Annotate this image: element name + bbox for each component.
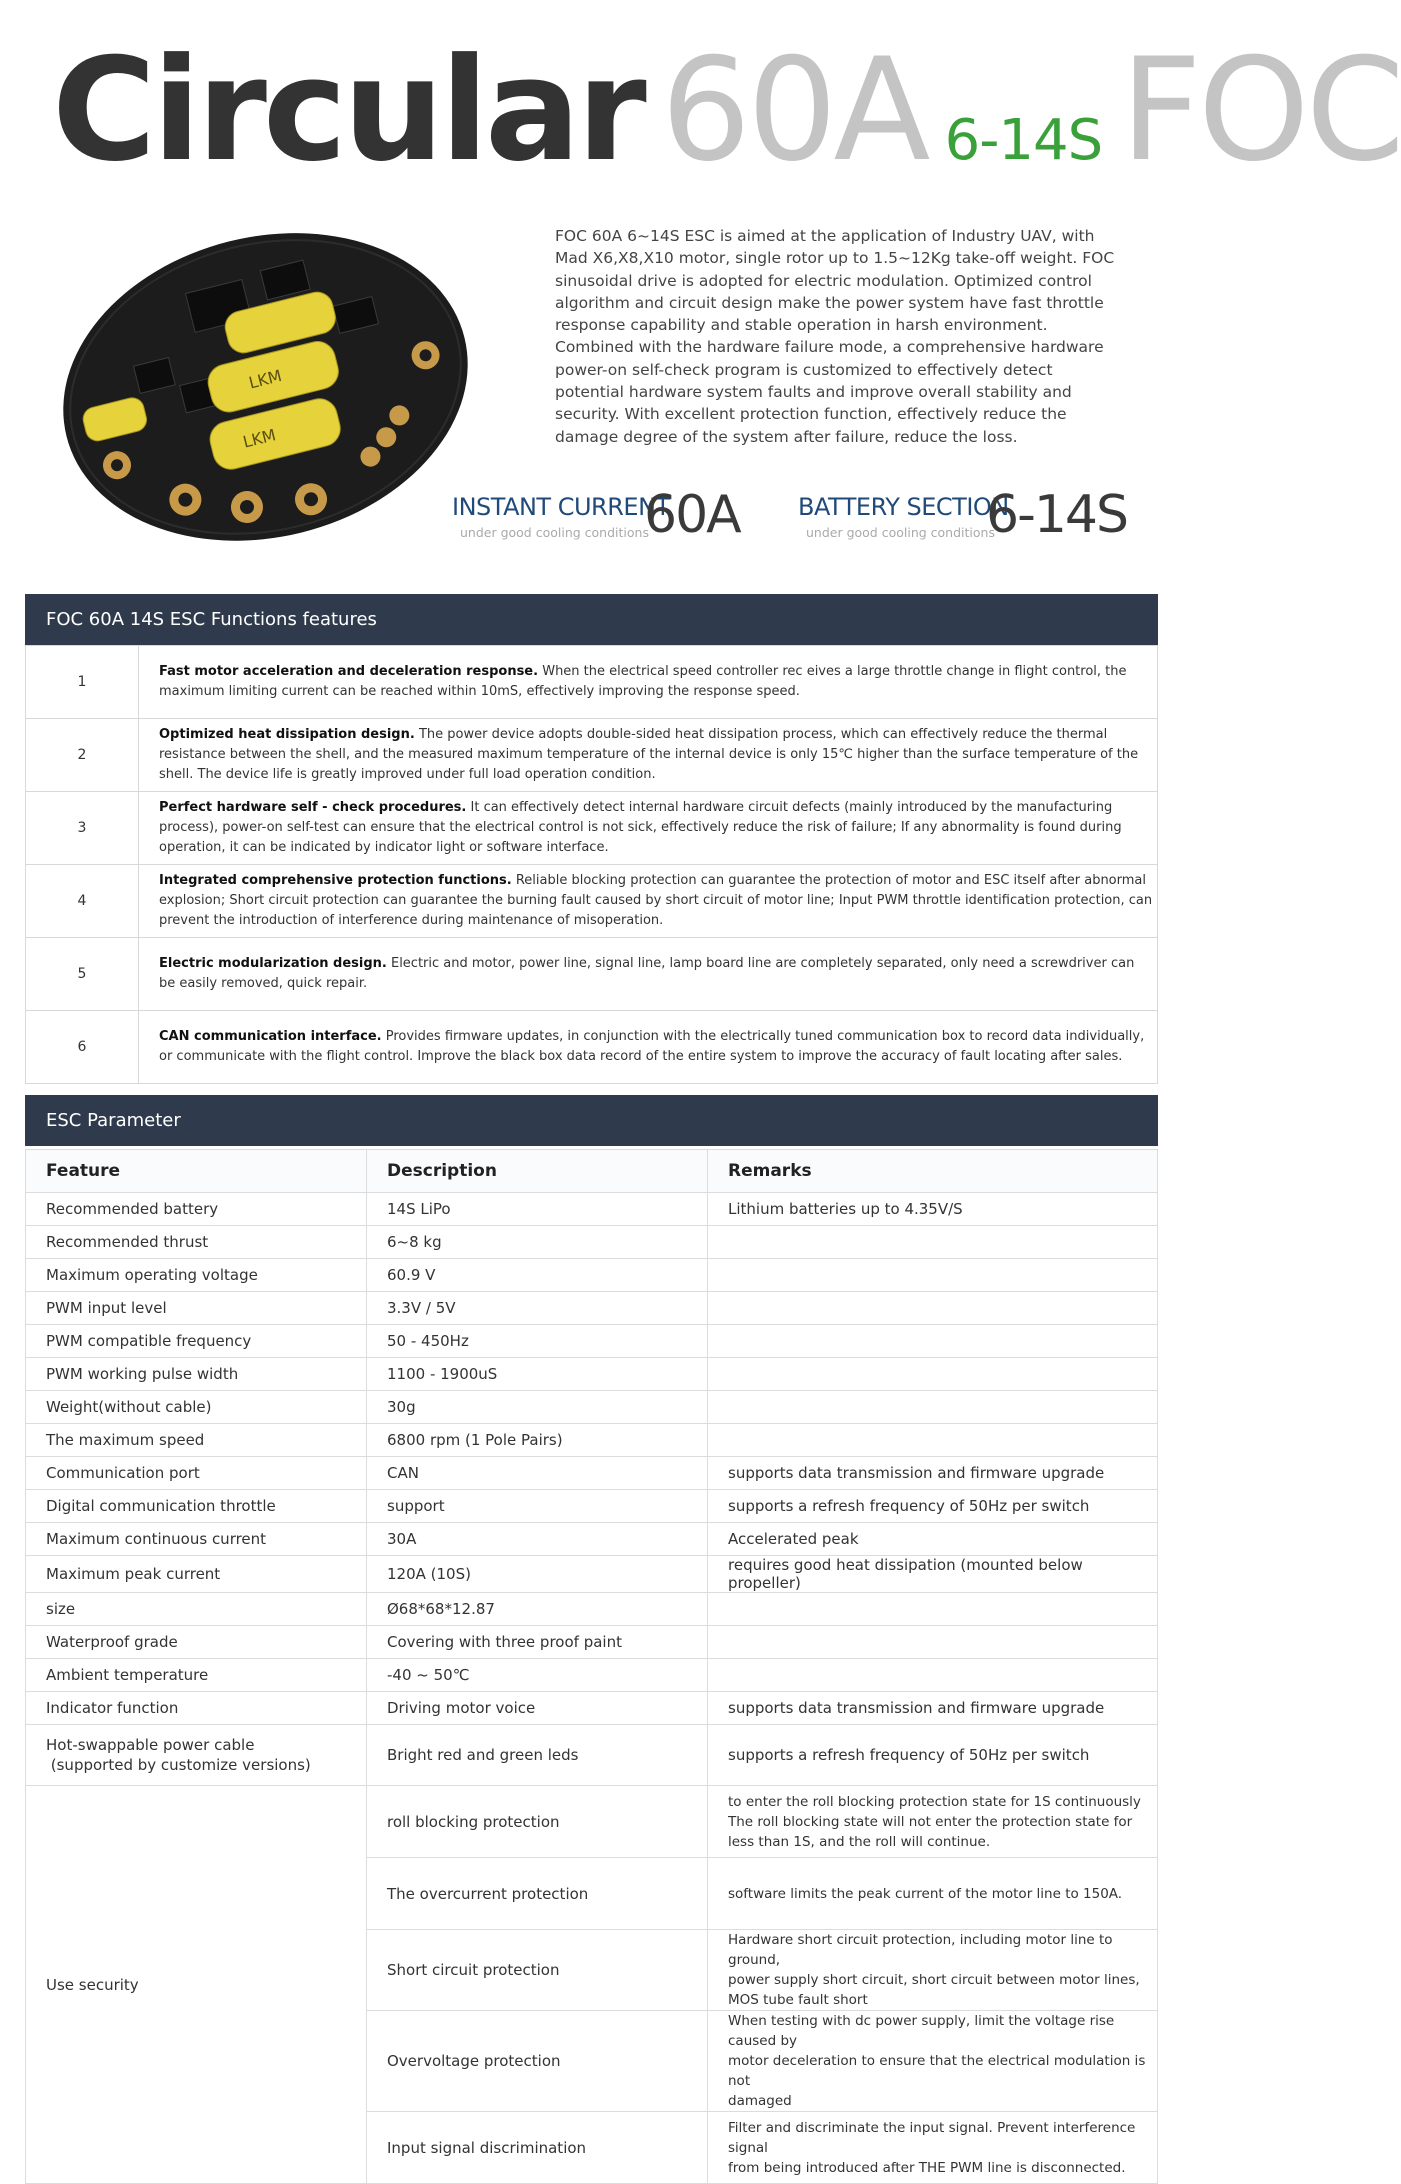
- feature-row: [26, 792, 1158, 865]
- feature-description: Reliable blocking protection can guarantee the protection of motor and ESC itself after abnormal explosion; Short circuit protection can guarantee the burning fault caused by short circuit of motor line; Input PWM throttle identification protection, can prevent the introduction of interference during maintenance of misoperation.: [159, 873, 1153, 928]
- param-remark: [708, 1325, 1158, 1358]
- feature-number: 4: [26, 865, 139, 938]
- param-row: [26, 1523, 1158, 1556]
- hero-word-cells: 6-14S: [944, 108, 1103, 173]
- param-feature: PWM compatible frequency: [26, 1325, 367, 1358]
- param-remark: to enter the roll blocking protection state for 1S continuously The roll blocking state will not enter the protection state for less than 1S, and the roll will continue.: [708, 1786, 1158, 1858]
- feature-number: 2: [26, 719, 139, 792]
- param-description: Input signal discrimination: [367, 2112, 708, 2184]
- feature-text: [139, 792, 1158, 865]
- param-remark: [708, 1626, 1158, 1659]
- hero-word-foc: FOC: [1120, 28, 1401, 193]
- param-row: [26, 1692, 1158, 1725]
- param-row: [26, 1626, 1158, 1659]
- feature-description: The power device adopts double-sided heat dissipation process, which can effectively reduce the thermal resistance between the shell, and the measured maximum temperature of the internal device is only 15℃ higher than the surface temperature of the shell. The device life is greatly improved under full load operation condition.: [159, 727, 1139, 782]
- capacitor-label: LKM: [246, 366, 284, 393]
- param-remark: Lithium batteries up to 4.35V/S: [708, 1193, 1158, 1226]
- param-remark: [708, 1292, 1158, 1325]
- param-feature-use-security: Use security: [26, 1786, 367, 2184]
- params-header: ESC Parameter: [25, 1095, 1158, 1146]
- param-feature: Weight(without cable): [26, 1391, 367, 1424]
- param-row: [26, 1490, 1158, 1523]
- param-remark: supports data transmission and firmware upgrade: [708, 1692, 1158, 1725]
- param-remark: [708, 1659, 1158, 1692]
- feature-title: Optimized heat dissipation design.: [159, 727, 415, 742]
- stat-sublabel: under good cooling conditions: [806, 525, 995, 540]
- param-description: 50 - 450Hz: [367, 1325, 708, 1358]
- feature-title: Electric modularization design.: [159, 956, 387, 971]
- feature-text: [139, 865, 1158, 938]
- param-row: [26, 1292, 1158, 1325]
- param-row: [26, 1259, 1158, 1292]
- feature-description: Electric and motor, power line, signal line, lamp board line are completely separated, only need a screwdriver can be easily removed, quick repair.: [159, 956, 1135, 991]
- param-row: [26, 1193, 1158, 1226]
- param-description: 14S LiPo: [367, 1193, 708, 1226]
- param-feature: size: [26, 1593, 367, 1626]
- param-feature: [26, 1725, 367, 1786]
- stat-label: BATTERY SECTION: [798, 493, 1009, 521]
- param-description: -40 ~ 50℃: [367, 1659, 708, 1692]
- param-description: 3.3V / 5V: [367, 1292, 708, 1325]
- param-description: The overcurrent protection: [367, 1858, 708, 1930]
- hero-word-circular: Circular: [52, 28, 643, 193]
- param-remark: Filter and discriminate the input signal. Prevent interference signal from being introduced after THE PWM line is disconnected.: [708, 2112, 1158, 2184]
- param-feature: Indicator function: [26, 1692, 367, 1725]
- param-remark: [708, 1358, 1158, 1391]
- param-description: Bright red and green leds: [367, 1725, 708, 1786]
- feature-title: CAN communication interface.: [159, 1029, 382, 1044]
- param-row: [26, 1457, 1158, 1490]
- feature-text: [139, 646, 1158, 719]
- param-row: [26, 1593, 1158, 1626]
- feature-number: 3: [26, 792, 139, 865]
- param-remark: [708, 1391, 1158, 1424]
- param-remark: supports data transmission and firmware upgrade: [708, 1457, 1158, 1490]
- feature-description: It can effectively detect internal hardware circuit defects (mainly introduced by the manufacturing process), power-on self-test can ensure that the electrical control is not sick, effectively reduce the risk of failure; If any abnormality is found during operation, it can be indicated by indicator light or software interface.: [159, 800, 1122, 855]
- param-feature: Maximum operating voltage: [26, 1259, 367, 1292]
- param-description: Driving motor voice: [367, 1692, 708, 1725]
- stat-value: 6-14S: [986, 485, 1128, 545]
- param-row-hot-swap: [26, 1725, 1158, 1786]
- param-feature-line: (supported by customize versions): [46, 1756, 311, 1774]
- param-description: 1100 - 1900uS: [367, 1358, 708, 1391]
- param-row-security: [26, 1786, 1158, 1858]
- param-feature: The maximum speed: [26, 1424, 367, 1457]
- param-remark: Hardware short circuit protection, including motor line to ground, power supply short circuit, short circuit between motor lines, MOS tube fault short: [708, 1930, 1158, 2011]
- param-remark: [708, 1226, 1158, 1259]
- param-feature: PWM working pulse width: [26, 1358, 367, 1391]
- param-description: 6800 rpm (1 Pole Pairs): [367, 1424, 708, 1457]
- params-header-row: [26, 1150, 1158, 1193]
- param-feature: Recommended battery: [26, 1193, 367, 1226]
- stat-sublabel: under good cooling conditions: [460, 525, 649, 540]
- param-remark: supports a refresh frequency of 50Hz per switch: [708, 1725, 1158, 1786]
- param-description: Ø68*68*12.87: [367, 1593, 708, 1626]
- param-feature: Maximum continuous current: [26, 1523, 367, 1556]
- feature-row: [26, 1011, 1158, 1084]
- col-header-remarks: Remarks: [708, 1150, 1158, 1193]
- param-feature: PWM input level: [26, 1292, 367, 1325]
- feature-text: [139, 938, 1158, 1011]
- param-description: 60.9 V: [367, 1259, 708, 1292]
- param-feature: Recommended thrust: [26, 1226, 367, 1259]
- feature-title: Integrated comprehensive protection functions.: [159, 873, 512, 888]
- param-remark: Accelerated peak: [708, 1523, 1158, 1556]
- param-row: [26, 1556, 1158, 1593]
- param-description: Overvoltage protection: [367, 2011, 708, 2112]
- hero-title: [52, 28, 1401, 193]
- param-remark: When testing with dc power supply, limit the voltage rise caused by motor deceleration to ensure that the electrical modulation is not damaged: [708, 2011, 1158, 2112]
- feature-row: [26, 646, 1158, 719]
- param-remark: [708, 1259, 1158, 1292]
- hero-word-60a: 60A: [660, 28, 927, 193]
- param-feature: Communication port: [26, 1457, 367, 1490]
- feature-number: 1: [26, 646, 139, 719]
- stat-instant-current: [452, 485, 752, 555]
- param-feature: Maximum peak current: [26, 1556, 367, 1593]
- param-description: roll blocking protection: [367, 1786, 708, 1858]
- feature-row: [26, 938, 1158, 1011]
- param-row: [26, 1358, 1158, 1391]
- param-feature-line: Hot-swappable power cable: [46, 1736, 255, 1754]
- esc-board-image: [50, 215, 480, 555]
- param-feature: Ambient temperature: [26, 1659, 367, 1692]
- param-feature: Digital communication throttle: [26, 1490, 367, 1523]
- param-description: 30g: [367, 1391, 708, 1424]
- param-remark: [708, 1593, 1158, 1626]
- param-remark: requires good heat dissipation (mounted below propeller): [708, 1556, 1158, 1593]
- param-row: [26, 1659, 1158, 1692]
- param-remark: software limits the peak current of the motor line to 150A.: [708, 1858, 1158, 1930]
- col-header-feature: Feature: [26, 1150, 367, 1193]
- capacitor-label: LKM: [240, 425, 278, 452]
- feature-row: [26, 865, 1158, 938]
- param-description: Covering with three proof paint: [367, 1626, 708, 1659]
- stat-value: 60A: [644, 485, 740, 545]
- param-description: 6~8 kg: [367, 1226, 708, 1259]
- feature-title: Perfect hardware self - check procedures.: [159, 800, 467, 815]
- param-row: [26, 1325, 1158, 1358]
- param-row: [26, 1391, 1158, 1424]
- params-table: [25, 1149, 1158, 2184]
- feature-description: When the electrical speed controller rec eives a large throttle change in flight control, the maximum limiting current can be reached within 10mS, effectively improving the response speed.: [159, 664, 1127, 699]
- param-description: CAN: [367, 1457, 708, 1490]
- col-header-description: Description: [367, 1150, 708, 1193]
- param-row: [26, 1226, 1158, 1259]
- feature-number: 6: [26, 1011, 139, 1084]
- stat-label: INSTANT CURRENT: [452, 493, 670, 521]
- feature-number: 5: [26, 938, 139, 1011]
- param-description: Short circuit protection: [367, 1930, 708, 2011]
- feature-row: [26, 719, 1158, 792]
- intro-paragraph: FOC 60A 6~14S ESC is aimed at the application of Industry UAV, with Mad X6,X8,X10 motor, single rotor up to 1.5~12Kg take-off weight. FOC sinusoidal drive is adopted for electric modulation. Optimized control algorithm and circuit design make the power system have fast throttle response capability and stable operation in harsh environment. Combined with the hardware failure mode, a comprehensive hardware power-on self-check program is customized to effectively detect potential hardware system faults and improve overall stability and security. With excellent protection function, effectively reduce the damage degree of the system after failure, reduce the loss.: [555, 227, 1115, 446]
- stat-battery-section: [798, 485, 1128, 555]
- feature-title: Fast motor acceleration and deceleration response.: [159, 664, 539, 679]
- param-description: 120A (10S): [367, 1556, 708, 1593]
- param-row: [26, 1424, 1158, 1457]
- feature-text: [139, 1011, 1158, 1084]
- features-table: [25, 645, 1158, 1084]
- features-header: FOC 60A 14S ESC Functions features: [25, 594, 1158, 645]
- param-description: support: [367, 1490, 708, 1523]
- feature-text: [139, 719, 1158, 792]
- param-remark: supports a refresh frequency of 50Hz per switch: [708, 1490, 1158, 1523]
- param-feature: Waterproof grade: [26, 1626, 367, 1659]
- param-description: 30A: [367, 1523, 708, 1556]
- feature-description: Provides firmware updates, in conjunction with the electrically tuned communication box to record data individually, or communicate with the flight control. Improve the black box data record of the entire system to improve the accuracy of fault locating after sales.: [159, 1029, 1145, 1064]
- param-remark: [708, 1424, 1158, 1457]
